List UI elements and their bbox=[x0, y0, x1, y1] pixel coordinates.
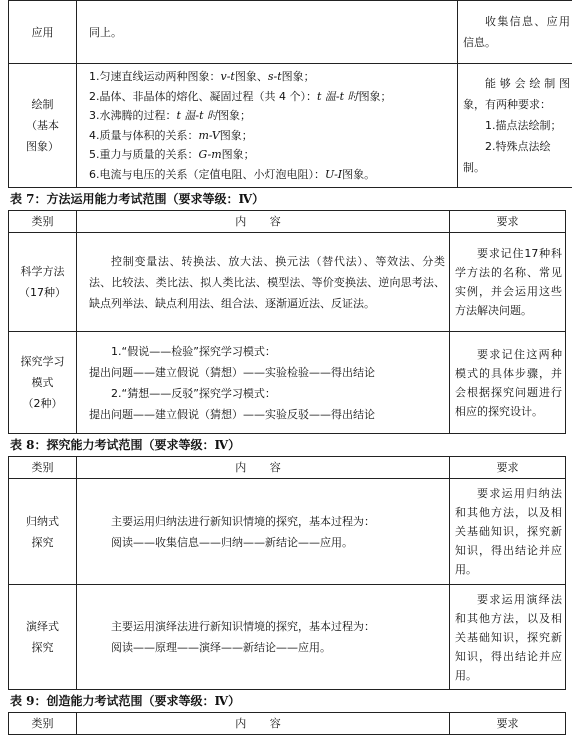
table9 bbox=[8, 712, 566, 735]
table-row bbox=[9, 479, 566, 585]
table7 bbox=[8, 210, 566, 434]
list-item: 5.重力与质量的关系：G-m图象； bbox=[89, 145, 453, 165]
requirement-cell: 要求运用演绎法和其他方法，以及相关基础知识，探究新知识，得出结论并应用。 bbox=[450, 585, 566, 690]
category-line: 模式 bbox=[13, 372, 72, 393]
content-line: 2.“猜想——反驳”探究学习模式： bbox=[89, 383, 445, 404]
category-cell bbox=[9, 233, 77, 332]
category-line: 探究学习 bbox=[13, 351, 72, 372]
table-row bbox=[9, 233, 566, 332]
content-cell: 控制变量法、转换法、放大法、换元法（替代法）、等效法、分类法、比较法、类比法、拟人类比法、模型法、等价变换法、逆向思考法、缺点列举法、缺点利用法、组合法、逐渐逼近法、反证法。 bbox=[77, 233, 450, 332]
table-header-row bbox=[9, 211, 566, 233]
table8-caption: 表 8：探究能力考试范围（要求等级：Ⅳ） bbox=[8, 434, 566, 456]
header-content: 内 容 bbox=[77, 457, 450, 479]
content-line: 提出问题——建立假说（猜想）——实验检验——得出结论 bbox=[89, 362, 445, 383]
content-line: 阅读——原理——演绎——新结论——应用。 bbox=[89, 637, 445, 658]
table-row bbox=[9, 1, 572, 64]
content-line: 主要运用演绎法进行新知识情境的探究，基本过程为： bbox=[89, 616, 445, 637]
table-header-row bbox=[9, 713, 566, 735]
header-requirement: 要求 bbox=[450, 211, 566, 233]
category-line: 绘制 bbox=[13, 94, 72, 115]
list-item: 6.电流与电压的关系（定值电阻、小灯泡电阻）：U-I图象。 bbox=[89, 165, 453, 185]
requirement-line: 能够会绘制图象，有两种要求： bbox=[463, 73, 570, 115]
table7-caption: 表 7：方法运用能力考试范围（要求等级：Ⅳ） bbox=[8, 188, 566, 210]
list-item: 3.水沸腾的过程：t 温-t 时图象； bbox=[89, 106, 453, 126]
content-cell bbox=[77, 479, 450, 585]
table-row bbox=[9, 64, 572, 188]
table8 bbox=[8, 456, 566, 690]
requirement-cell bbox=[458, 64, 572, 188]
requirement-cell: 收集信息、应用信息。 bbox=[458, 1, 572, 64]
table-row bbox=[9, 332, 566, 434]
category-cell bbox=[9, 64, 77, 188]
category-cell bbox=[9, 585, 77, 690]
header-category: 类别 bbox=[9, 457, 77, 479]
list-item: 1.匀速直线运动两种图象：v-t图象、s-t图象； bbox=[89, 67, 453, 87]
table9-caption: 表 9：创造能力考试范围（要求等级：Ⅳ） bbox=[8, 690, 566, 712]
list-item: 4.质量与体积的关系：m-V图象； bbox=[89, 126, 453, 146]
content-line: 提出问题——建立假说（猜想）——实验反驳——得出结论 bbox=[89, 404, 445, 425]
category-line: 探究 bbox=[13, 532, 72, 553]
requirement-cell: 要求记住这两种模式的具体步骤，并会根据探究问题进行相应的探究设计。 bbox=[450, 332, 566, 434]
table-header-row bbox=[9, 457, 566, 479]
category-line: （基本 bbox=[13, 115, 72, 136]
content-cell bbox=[77, 64, 458, 188]
document-page bbox=[8, 0, 566, 735]
list-item: 2.晶体、非晶体的熔化、凝固过程（共 4 个）：t 温-t 时图象； bbox=[89, 87, 453, 107]
content-cell: 同上。 bbox=[77, 1, 458, 64]
category-cell bbox=[9, 332, 77, 434]
header-requirement: 要求 bbox=[450, 457, 566, 479]
requirement-cell: 要求运用归纳法和其他方法，以及相关基础知识，探究新知识，得出结论并应用。 bbox=[450, 479, 566, 585]
table6 bbox=[8, 0, 572, 188]
category-line: 归纳式 bbox=[13, 511, 72, 532]
category-line: （2种） bbox=[13, 393, 72, 414]
requirement-cell: 要求记住17种科学方法的名称、常见实例，并会运用这些方法解决问题。 bbox=[450, 233, 566, 332]
category-line: 图象） bbox=[13, 136, 72, 157]
requirement-line: 1.描点法绘制； bbox=[463, 115, 570, 136]
content-cell bbox=[77, 585, 450, 690]
requirement-line: 2.特殊点法绘制。 bbox=[463, 136, 570, 178]
category-cell bbox=[9, 479, 77, 585]
header-content: 内 容 bbox=[77, 211, 450, 233]
content-line: 主要运用归纳法进行新知识情境的探究，基本过程为： bbox=[89, 511, 445, 532]
category-line: （17种） bbox=[13, 282, 72, 303]
category-line: 探究 bbox=[13, 637, 72, 658]
category-cell: 应用 bbox=[9, 1, 77, 64]
content-line: 1.“假说——检验”探究学习模式： bbox=[89, 341, 445, 362]
header-requirement: 要求 bbox=[450, 713, 566, 735]
table-row bbox=[9, 585, 566, 690]
category-line: 科学方法 bbox=[13, 261, 72, 282]
content-cell bbox=[77, 332, 450, 434]
category-line: 演绎式 bbox=[13, 616, 72, 637]
content-line: 阅读——收集信息——归纳——新结论——应用。 bbox=[89, 532, 445, 553]
header-category: 类别 bbox=[9, 713, 77, 735]
header-category: 类别 bbox=[9, 211, 77, 233]
header-content: 内 容 bbox=[77, 713, 450, 735]
